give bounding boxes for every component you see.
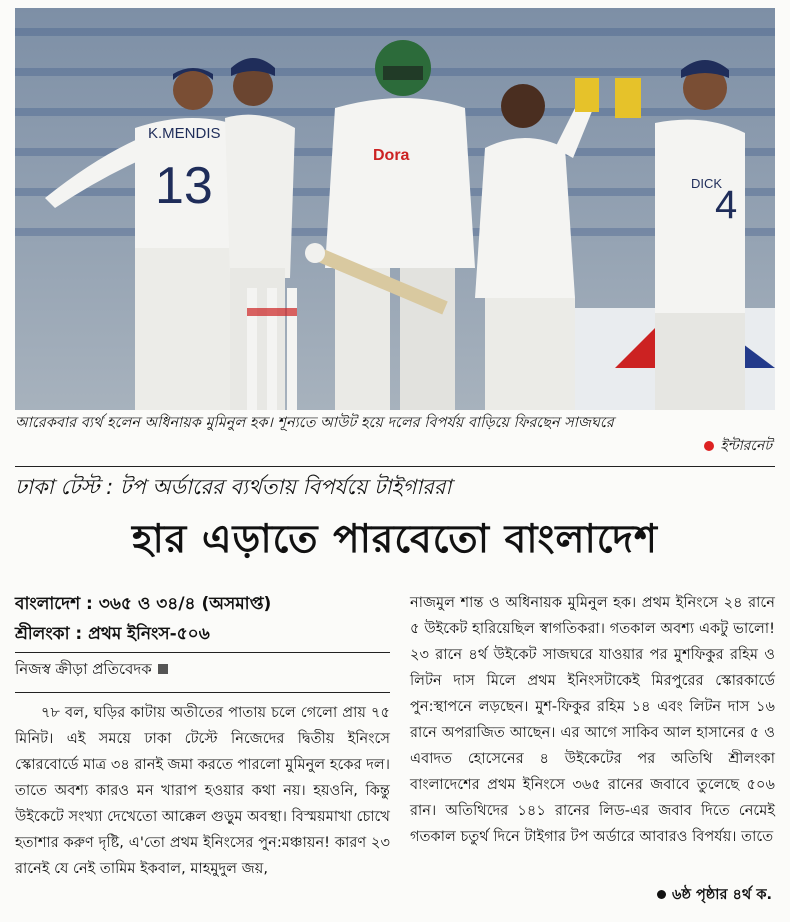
jersey-name-mendis: K.MENDIS [148, 125, 221, 142]
photo-credit [704, 435, 772, 457]
jersey-name-dick: DICK [691, 176, 723, 191]
score-srilanka: শ্রীলংকা : প্রথম ইনিংস-৫০৬ [15, 624, 210, 644]
body-column-right [410, 590, 775, 850]
red-dot-icon [704, 441, 714, 451]
continued-text: ৬ষ্ঠ পৃষ্ঠার ৪র্থ ক. [672, 887, 772, 903]
divider-top [15, 466, 775, 467]
stumps [247, 288, 297, 410]
body-column-left [15, 700, 390, 882]
score-bangladesh: বাংলাদেশ : ৩৬৫ ও ৩৪/৪ (অসমাপ্ত) [15, 594, 272, 614]
square-bullet-icon [158, 664, 168, 674]
body-left-text: ৭৮ বল, ঘড়ির কাটায় অতীতের পাতায় চলে গেলো প্রায় ৭৫ মিনিট। এই সময়ে ঢাকা টেস্টে নিজেদের দ্বিতীয় ইনিংসে স্কোরবোর্ডে মাত্র ৩৪ রানই জমা করতে পারলো মুমিনুল হকের দল। তাতে অবশ্য কারও মন খারাপ হওয়ার কথা নয়। হয়ওনি, কিন্তু উইকেটে সংখ্যা দেখেতো আক্কেল গুড়ুম অবস্থা। বিস্ময়মাখা চোখে হতাশার করুণ দৃষ্টি, এ'তো প্রথম ইনিংসের পুন:মঞ্চায়ন! কারণ ২৩ রানেই যে নেই তামিম ইকবাল, মাহমুদুল জয়, [15, 704, 390, 877]
body-right-text: নাজমুল শান্ত ও অধিনায়ক মুমিনুল হক। প্রথম ইনিংসে ২৪ রানে ৫ উইকেট হারিয়েছিল স্বাগতিকরা। গতকাল অবশ্য একটু ভালো! ২৩ রানে ৪র্থ উইকেট সাজঘরে যাওয়ার পর মুশফিকুর রহিম ও লিটন দাস মিলে প্রথম ইনিংসটাকেই মিরপুরের স্কোরকার্ডে পুন:স্থাপনে লড়ছেন। মুশ-ফিকুর রহিম ১৪ এবং লিটন দাস ১৬ রানে অপরাজিত আছেন। এর আগে সাকিব আল হাসানের ৫ ও এবাদত হোসেনের ৪ উইকেটের পর অতিথি শ্রীলংকা বাংলাদেশের প্রথম ইনিংসে ৩৬৫ রানের জবাবে তুলেছে ৫০৬ রান। অতিথিদের ১৪১ রানের লিড-এর জবাব দিতে নেমেই গতকাল চতুর্থ দিনে টাইগার টপ অর্ডারে আবারও বিপর্যয়। তাতে [410, 594, 775, 845]
jersey-number-13: 13 [155, 157, 213, 215]
divider-scores [15, 652, 390, 653]
cricket-celebration-illustration [15, 8, 775, 410]
reporter-byline [15, 658, 168, 680]
divider-byline [15, 692, 390, 693]
photo-credit-text: ইন্টারনেট [720, 438, 772, 454]
kicker: ঢাকা টেস্ট : টপ অর্ডারের ব্যর্থতায় বিপর্যয়ে টাইগাররা [15, 475, 452, 499]
jersey-number-4: 4 [715, 183, 738, 227]
news-photo [15, 8, 775, 410]
continued-note [657, 883, 772, 907]
photo-caption: আরেকবার ব্যর্থ হলেন অধিনায়ক মুমিনুল হক। শূন্যতে আউট হয়ে দলের বিপর্যয় বাড়িয়ে ফিরছেন সাজঘরে [15, 415, 614, 431]
reporter-text: নিজস্ব ক্রীড়া প্রতিবেদক [15, 660, 152, 678]
black-dot-icon [657, 890, 666, 899]
shirt-sponsor-text: Dora [373, 147, 410, 164]
headline: হার এড়াতে পারবেতো বাংলাদেশ [131, 517, 658, 562]
